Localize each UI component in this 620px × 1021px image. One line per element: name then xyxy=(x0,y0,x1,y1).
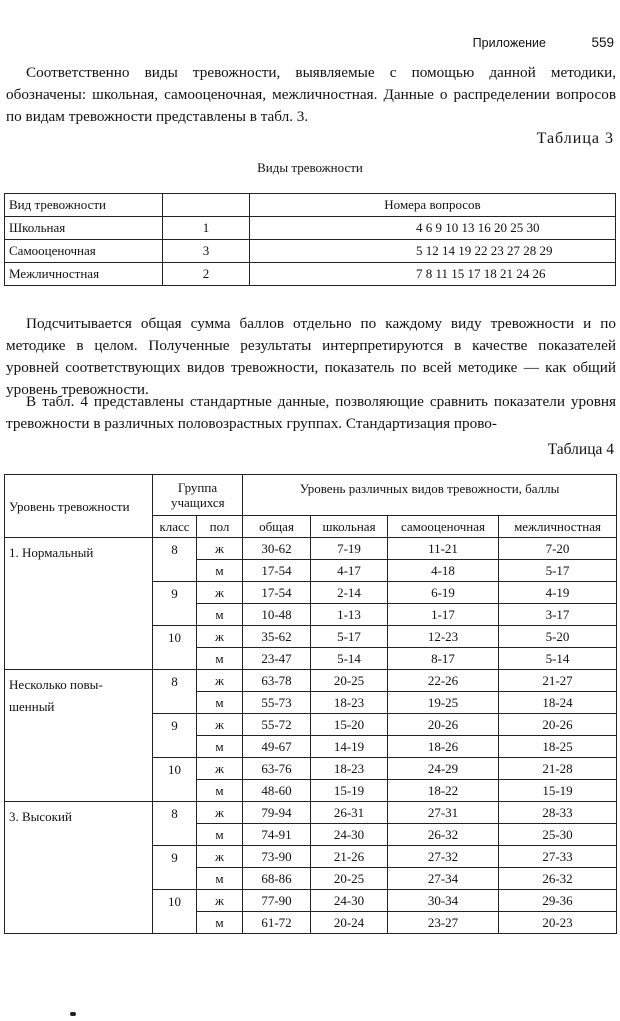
table4-sex: ж xyxy=(197,538,243,560)
table4-school: 20-24 xyxy=(311,912,388,934)
table4-school: 18-23 xyxy=(311,692,388,714)
paragraph-1: Соответственно виды тревожности, выявляемые с помощью данной методики, обозначены: школьная, самооценочная, межличностная. Данные о распределении вопросов по видам тревожности представлены в табл. 3. xyxy=(6,64,616,125)
table4-sex: м xyxy=(197,692,243,714)
table4-body xyxy=(5,538,617,934)
table4-school: 5-14 xyxy=(311,648,388,670)
table4-school: 26-31 xyxy=(311,802,388,824)
table4-self: 30-34 xyxy=(388,890,499,912)
table3-row xyxy=(5,240,616,263)
table4-school: 24-30 xyxy=(311,824,388,846)
table3-questions: 4 6 9 10 13 16 20 25 30 xyxy=(250,217,616,240)
table3-questions: 5 12 14 19 22 23 27 28 29 xyxy=(250,240,616,263)
table4-general: 17-54 xyxy=(243,560,311,582)
table4-general: 55-72 xyxy=(243,714,311,736)
table4-sex: м xyxy=(197,912,243,934)
table3-row xyxy=(5,263,616,286)
table4-class: 10 xyxy=(153,758,197,802)
table4-interpersonal: 5-17 xyxy=(499,560,617,582)
table4-general: 74-91 xyxy=(243,824,311,846)
table4-interpersonal: 18-25 xyxy=(499,736,617,758)
table4-header-class: класс xyxy=(153,516,197,538)
table4-general: 77-90 xyxy=(243,890,311,912)
table4-self: 26-32 xyxy=(388,824,499,846)
table4-self: 27-34 xyxy=(388,868,499,890)
table4 xyxy=(4,474,617,934)
table3-row xyxy=(5,217,616,240)
table4-sex: ж xyxy=(197,714,243,736)
table4-level-name: 1. Нормальный xyxy=(5,538,153,670)
table4-school: 20-25 xyxy=(311,868,388,890)
table4-self: 20-26 xyxy=(388,714,499,736)
table4-sex: м xyxy=(197,780,243,802)
table4-interpersonal: 21-27 xyxy=(499,670,617,692)
table3-type: Межличностная xyxy=(5,263,163,286)
table4-self: 12-23 xyxy=(388,626,499,648)
table3 xyxy=(4,193,616,286)
table4-self: 4-18 xyxy=(388,560,499,582)
table4-sex: ж xyxy=(197,890,243,912)
table3-questions: 7 8 11 15 17 18 21 24 26 xyxy=(250,263,616,286)
table4-self: 24-29 xyxy=(388,758,499,780)
table4-interpersonal: 21-28 xyxy=(499,758,617,780)
table4-general: 23-47 xyxy=(243,648,311,670)
table3-type: Школьная xyxy=(5,217,163,240)
table3-header-row xyxy=(5,194,616,217)
table4-label: Таблица 4 xyxy=(547,441,614,458)
running-header xyxy=(0,36,620,52)
table4-level-name: 3. Высокий xyxy=(5,802,153,934)
table4-level-name: Несколько повы-шенный xyxy=(5,670,153,802)
table4-sex: м xyxy=(197,648,243,670)
table4-sex: ж xyxy=(197,582,243,604)
table4-school: 21-26 xyxy=(311,846,388,868)
table4-row xyxy=(5,670,617,692)
table4-self: 19-25 xyxy=(388,692,499,714)
table4-school: 1-13 xyxy=(311,604,388,626)
table4-general: 30-62 xyxy=(243,538,311,560)
table4-sex: м xyxy=(197,824,243,846)
section-title: Приложение xyxy=(472,36,546,50)
table3-num: 2 xyxy=(163,263,250,286)
table4-sex: м xyxy=(197,604,243,626)
table4-header-row xyxy=(5,475,617,516)
table4-self: 27-32 xyxy=(388,846,499,868)
table4-class: 10 xyxy=(153,890,197,934)
margin-mark xyxy=(70,1012,76,1016)
table4-sex: ж xyxy=(197,626,243,648)
table3-header-type: Вид тревожности xyxy=(5,194,163,217)
table4-interpersonal: 5-20 xyxy=(499,626,617,648)
table4-self: 18-26 xyxy=(388,736,499,758)
table4-general: 73-90 xyxy=(243,846,311,868)
table4-class: 8 xyxy=(153,802,197,846)
table4-self: 11-21 xyxy=(388,538,499,560)
table4-general: 17-54 xyxy=(243,582,311,604)
table3-num: 3 xyxy=(163,240,250,263)
table4-header-group: Группа учащихся xyxy=(153,475,243,516)
table4-self: 23-27 xyxy=(388,912,499,934)
table4-interpersonal: 4-19 xyxy=(499,582,617,604)
table4-header-school: школьная xyxy=(311,516,388,538)
table4-header-level: Уровень тревожности xyxy=(5,475,153,538)
table4-header-interpersonal: межличностная xyxy=(499,516,617,538)
table4-class: 9 xyxy=(153,846,197,890)
table4-general: 48-60 xyxy=(243,780,311,802)
table4-interpersonal: 7-20 xyxy=(499,538,617,560)
table4-interpersonal: 27-33 xyxy=(499,846,617,868)
table4-sex: м xyxy=(197,560,243,582)
table4-school: 4-17 xyxy=(311,560,388,582)
table4-self: 27-31 xyxy=(388,802,499,824)
table4-interpersonal: 26-32 xyxy=(499,868,617,890)
table4-general: 63-78 xyxy=(243,670,311,692)
paragraph-2: Подсчитывается общая сумма баллов отдельно по каждому виду тревожности и по методике в целом. Полученные результаты интерпретируются в качестве показателей уровней соответствующих видов тревожности, показатель по всей методике — как общий уровень тревожности. xyxy=(6,315,616,398)
table4-school: 18-23 xyxy=(311,758,388,780)
table4-class: 10 xyxy=(153,626,197,670)
table3-type: Самооценочная xyxy=(5,240,163,263)
table4-row xyxy=(5,802,617,824)
table4-school: 15-19 xyxy=(311,780,388,802)
table4-general: 35-62 xyxy=(243,626,311,648)
table4-interpersonal: 3-17 xyxy=(499,604,617,626)
table4-class: 8 xyxy=(153,670,197,714)
table4-sex: м xyxy=(197,736,243,758)
table4-header-self: самооценочная xyxy=(388,516,499,538)
table4-self: 8-17 xyxy=(388,648,499,670)
table4-interpersonal: 5-14 xyxy=(499,648,617,670)
table4-self: 22-26 xyxy=(388,670,499,692)
table4-general: 63-76 xyxy=(243,758,311,780)
table4-school: 14-19 xyxy=(311,736,388,758)
paragraph-3: В табл. 4 представлены стандартные данные, позволяющие сравнить показатели уровня тревожности в различных половозрастных группах. Стандартизация прово- xyxy=(6,393,616,432)
table4-interpersonal: 20-26 xyxy=(499,714,617,736)
table4-self: 6-19 xyxy=(388,582,499,604)
table4-header-levels: Уровень различных видов тревожности, баллы xyxy=(243,475,617,516)
table4-general: 79-94 xyxy=(243,802,311,824)
table4-school: 2-14 xyxy=(311,582,388,604)
table4-row xyxy=(5,538,617,560)
table4-interpersonal: 20-23 xyxy=(499,912,617,934)
table3-header-num xyxy=(163,194,250,217)
page-number: 559 xyxy=(591,35,614,50)
table3-header-questions: Номера вопросов xyxy=(250,194,616,217)
table4-sex: ж xyxy=(197,670,243,692)
table4-sex: ж xyxy=(197,802,243,824)
table4-school: 7-19 xyxy=(311,538,388,560)
table4-general: 55-73 xyxy=(243,692,311,714)
table4-class: 9 xyxy=(153,714,197,758)
table4-general: 49-67 xyxy=(243,736,311,758)
table3-num: 1 xyxy=(163,217,250,240)
table4-sex: ж xyxy=(197,846,243,868)
table4-general: 10-48 xyxy=(243,604,311,626)
table4-header-sex: пол xyxy=(197,516,243,538)
table4-general: 68-86 xyxy=(243,868,311,890)
table4-sex: ж xyxy=(197,758,243,780)
table4-header-general: общая xyxy=(243,516,311,538)
table4-interpersonal: 28-33 xyxy=(499,802,617,824)
table4-interpersonal: 18-24 xyxy=(499,692,617,714)
table4-class: 8 xyxy=(153,538,197,582)
table4-interpersonal: 25-30 xyxy=(499,824,617,846)
table3-title: Виды тревожности xyxy=(257,160,363,175)
table4-interpersonal: 15-19 xyxy=(499,780,617,802)
table4-self: 18-22 xyxy=(388,780,499,802)
table3-label: Таблица 3 xyxy=(536,130,614,147)
table4-school: 24-30 xyxy=(311,890,388,912)
table4-interpersonal: 29-36 xyxy=(499,890,617,912)
table4-sex: м xyxy=(197,868,243,890)
table4-school: 20-25 xyxy=(311,670,388,692)
table4-general: 61-72 xyxy=(243,912,311,934)
table4-school: 5-17 xyxy=(311,626,388,648)
table4-school: 15-20 xyxy=(311,714,388,736)
table4-self: 1-17 xyxy=(388,604,499,626)
table4-class: 9 xyxy=(153,582,197,626)
